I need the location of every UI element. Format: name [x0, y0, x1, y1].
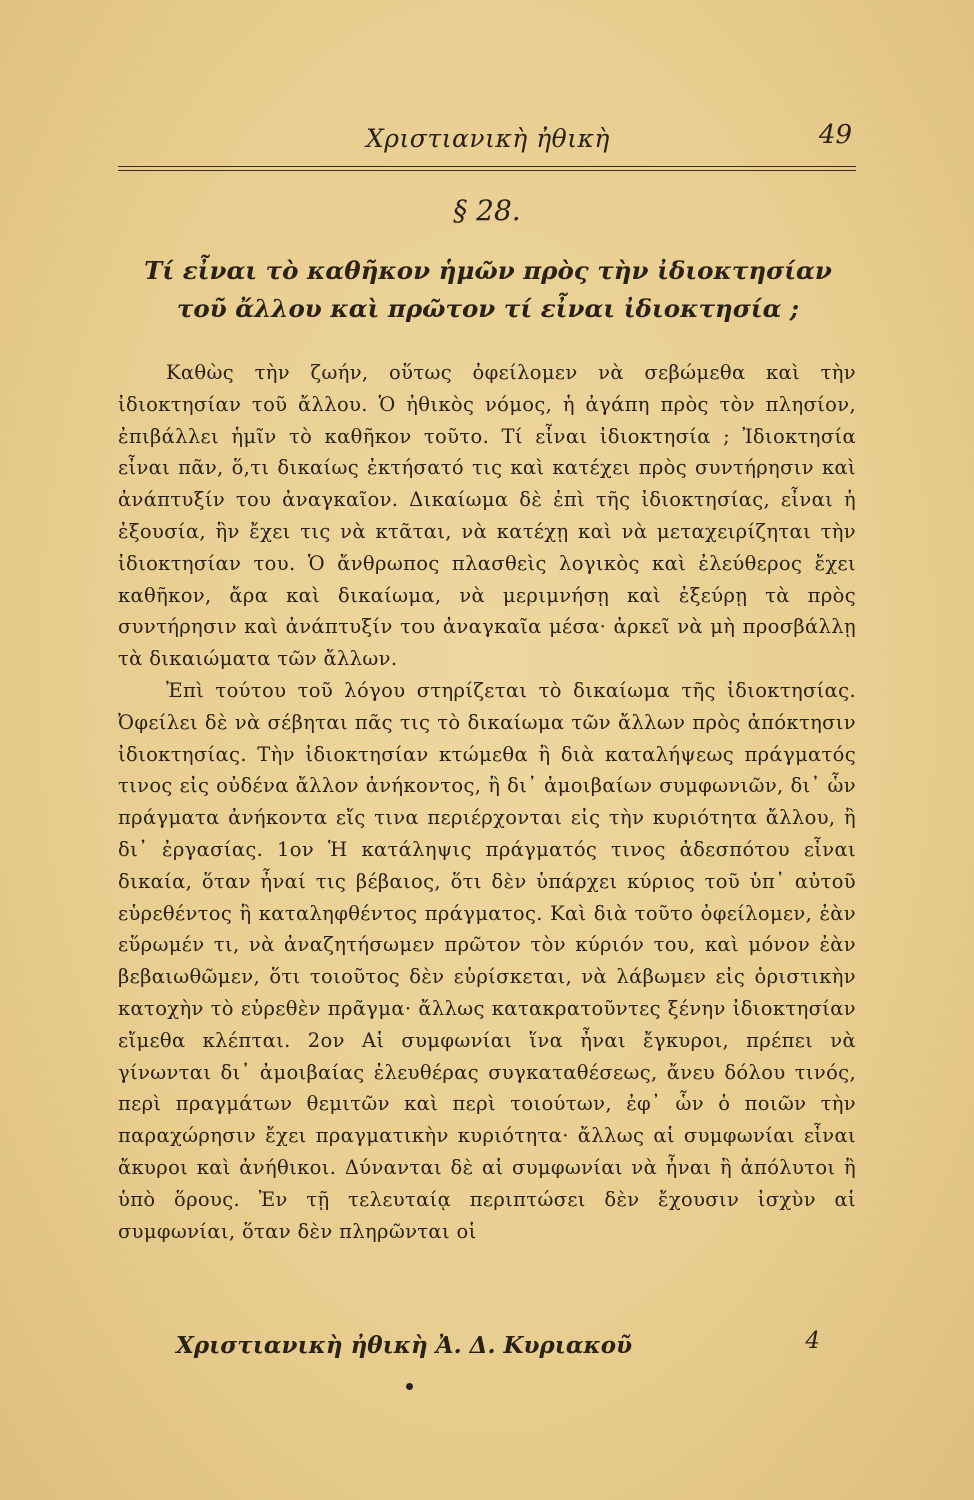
section-heading	[118, 252, 858, 328]
heading-line-2: τοῦ ἄλλου καὶ πρῶτον τί εἶναι ἰδιοκτησία ;	[176, 294, 800, 323]
footer-signature-number: 4	[805, 1328, 820, 1354]
running-title: Χριστιανικὴ ἠθικὴ	[366, 124, 610, 153]
header-rule	[118, 166, 856, 167]
header-rule-secondary	[118, 170, 856, 171]
section-number: § 28.	[453, 194, 521, 227]
paragraph-1: Καθὼς τὴν ζωήν, οὕτως ὀφείλομεν νὰ σεβώμεθα καὶ τὴν ἰδιοκτησίαν τοῦ ἄλλου. Ὁ ἠθικὸς νόμος, ἡ ἀγάπη πρὸς τὸν πλησίον, ἐπιβάλλει ἡμῖν τὸ καθῆκον τοῦτο. Τί εἶναι ἰδιοκτησία ; Ἰδιοκτησία εἶναι πᾶν, ὅ,τι δικαίως ἐκτήσατό τις καὶ κατέχει πρὸς συντήρησιν καὶ ἀνάπτυξίν του ἀναγκαῖον. Δικαίωμα δὲ ἐπὶ τῆς ἰδιοκτησίας, εἶναι ἡ ἐξουσία, ἣν ἔχει τις νὰ κτᾶται, νὰ κατέχῃ καὶ νὰ μεταχειρίζηται τὴν ἰδιοκτησίαν του. Ὁ ἄνθρωπος πλασθεὶς λογικὸς καὶ ἐλεύθερος ἔχει καθῆκον, ἄρα καὶ δικαίωμα, νὰ μεριμνήσῃ καὶ ἐξεύρῃ τὰ πρὸς συντήρησιν καὶ ἀνάπτυξίν του ἀναγκαῖα μέσα· ἀρκεῖ νὰ μὴ προσβάλλῃ τὰ δικαιώματα τῶν ἄλλων.	[118, 361, 856, 671]
page-header	[118, 118, 858, 158]
body-text	[118, 357, 856, 1247]
print-dot	[406, 1383, 413, 1390]
heading-line-1: Τί εἶναι τὸ καθῆκον ἡμῶν πρὸς τὴν ἰδιοκτησίαν	[144, 256, 832, 285]
paragraph-2: Ἐπὶ τούτου τοῦ λόγου στηρίζεται τὸ δικαίωμα τῆς ἰδιοκτησίας. Ὀφείλει δὲ νὰ σέβηται πᾶς τις τὸ δικαίωμα τῶν ἄλλων πρὸς ἀπόκτησιν ἰδιοκτησίας. Τὴν ἰδιοκτησίαν κτώμεθα ἢ διὰ καταλήψεως πράγματός τινος εἰς οὐδένα ἄλλον ἀνήκοντος, ἢ δι᾿ ἀμοιβαίων συμφωνιῶν, δι᾿ ὧν πράγματα ἀνήκοντα εἴς τινα περιέρχονται εἰς τὴν κυριότητα ἄλλου, ἢ δι᾿ ἐργασίας. 1ον Ἡ κατάληψις πράγματός τινος ἀδεσπότου εἶναι δικαία, ὅταν ἦναί τις βέβαιος, ὅτι δὲν ὑπάρχει κύριος τοῦ ὑπ᾿ αὐτοῦ εὑρεθέντος ἢ καταληφθέντος πράγματος. Καὶ διὰ τοῦτο ὀφείλομεν, ἐὰν εὕρωμέν τι, νὰ ἀναζητήσωμεν πρῶτον τὸν κύριόν του, καὶ μόνον ἐὰν βεβαιωθῶμεν, ὅτι τοιοῦτος δὲν εὑρίσκεται, νὰ λάβωμεν εἰς ὁριστικὴν κατοχὴν τὸ εὑρεθὲν πρᾶγμα· ἄλλως κατακρατοῦντες ξένην ἰδιοκτησίαν εἴμεθα κλέπται. 2ον Αἱ συμφωνίαι ἵνα ἦναι ἔγκυροι, πρέπει νὰ γίνωνται δι᾿ ἀμοιβαίας ἐλευθέρας συγκαταθέσεως, ἄνευ δόλου τινός, περὶ πραγμάτων θεμιτῶν καὶ περὶ τοιούτων, ἐφ᾿ ὧν ὁ ποιῶν τὴν παραχώρησιν ἔχει πραγματικὴν κυριότητα· ἄλλως αἱ συμφωνίαι εἶναι ἄκυροι καὶ ἀνήθικοι. Δύνανται δὲ αἱ συμφωνίαι νὰ ἦναι ἢ ἀπόλυτοι ἢ ὑπὸ ὅρους. Ἐν τῇ τελευταίᾳ περιπτώσει δὲν ἔχουσιν ἰσχὺν αἱ συμφωνίαι, ὅταν δὲν πληρῶνται οἱ	[118, 678, 856, 1243]
footer-signature-title: Χριστιανικὴ ἠθικὴ Ἀ. Δ. Κυριακοῦ	[176, 1332, 633, 1359]
page-number: 49	[818, 120, 852, 150]
page-footer	[118, 1328, 858, 1368]
